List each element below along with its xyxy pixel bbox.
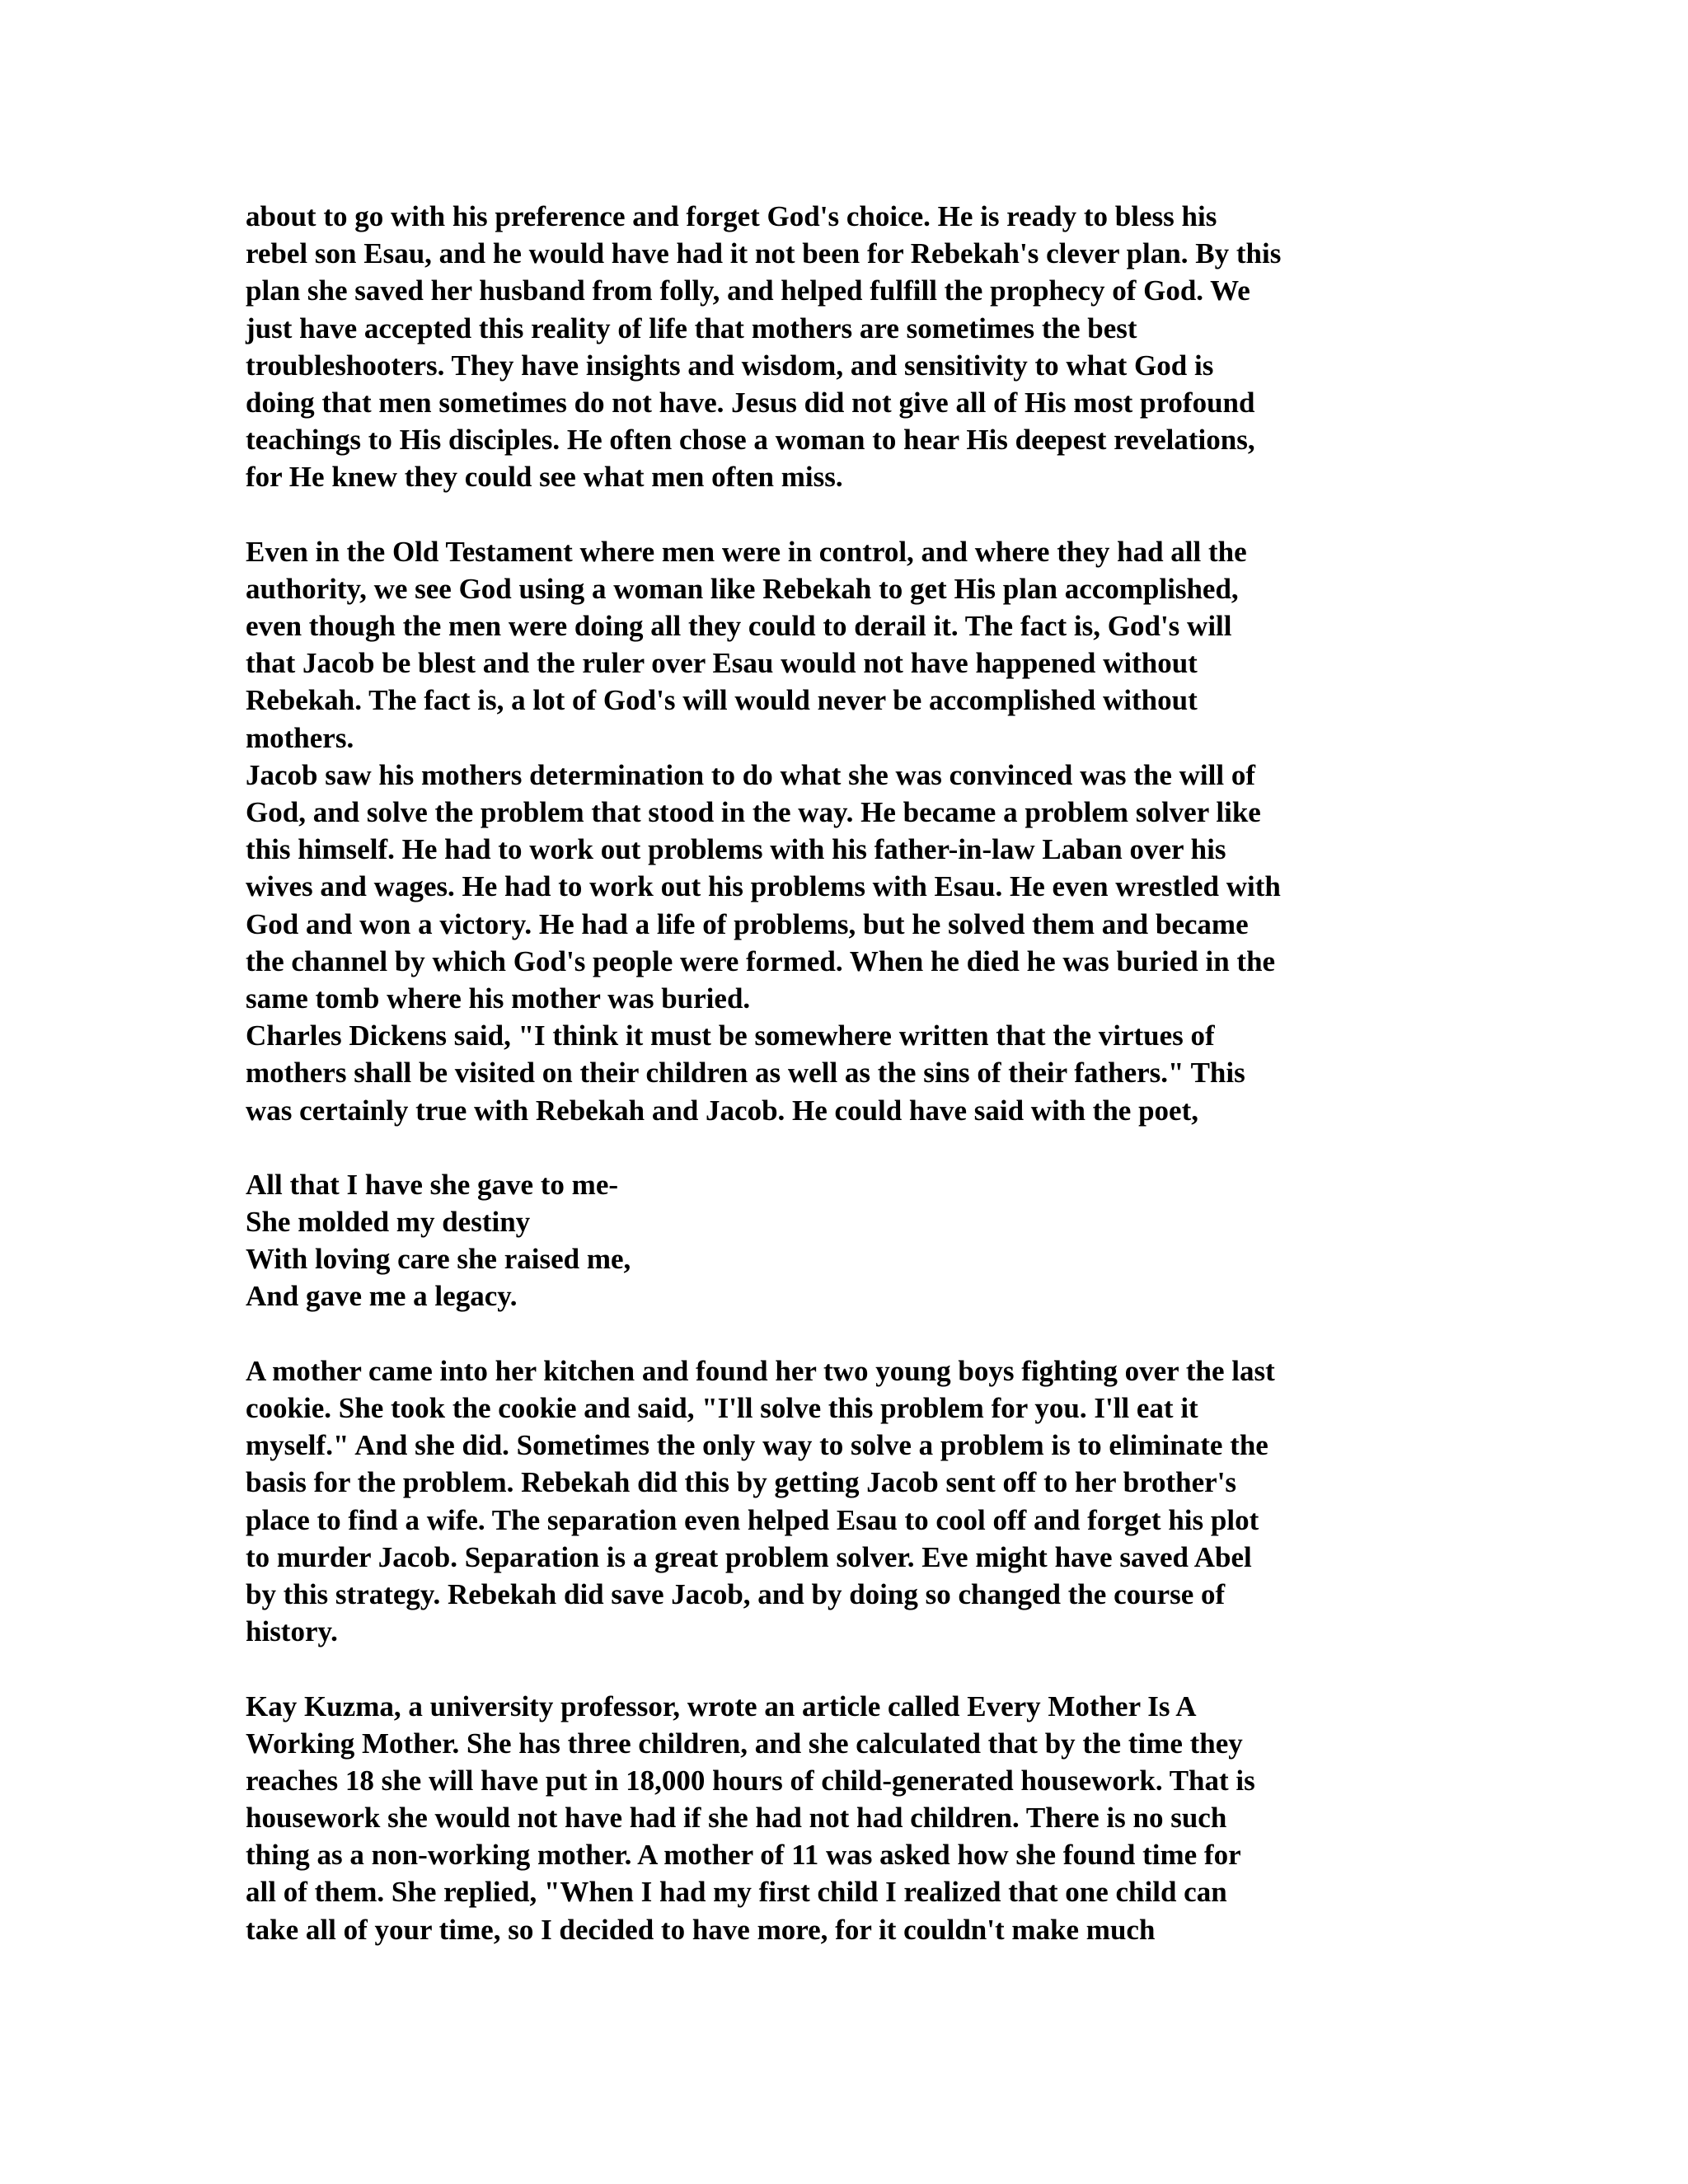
poem-line: And gave me a legacy. <box>246 1280 518 1313</box>
text-line: reaches 18 she will have put in 18,000 hours of child-generated housework. That is <box>246 1764 1255 1797</box>
poem-line: With loving care she raised me, <box>246 1243 631 1276</box>
text-line: rebel son Esau, and he would have had it not been for Rebekah's clever plan. By this <box>246 237 1282 270</box>
text-line: basis for the problem. Rebekah did this by getting Jacob sent off to her brother's <box>246 1466 1237 1499</box>
text-line: same tomb where his mother was buried. <box>246 982 751 1015</box>
text-line: teachings to His disciples. He often chose a woman to hear His deepest revelations, <box>246 424 1255 457</box>
text-line: authority, we see God using a woman like Rebekah to get His plan accomplished, <box>246 572 1239 605</box>
text-line: Even in the Old Testament where men were in control, and where they had all the <box>246 535 1247 568</box>
document-body <box>246 198 1457 1948</box>
paragraph <box>246 533 1457 1129</box>
text-line: all of them. She replied, "When I had my first child I realized that one child can <box>246 1876 1227 1909</box>
text-line: for He knew they could see what men often miss. <box>246 461 843 494</box>
text-line: thing as a non-working mother. A mother of 11 was asked how she found time for <box>246 1839 1241 1872</box>
text-line: mothers shall be visited on their children as well as the sins of their fathers." This <box>246 1057 1245 1090</box>
text-line: Kay Kuzma, a university professor, wrote an article called Every Mother Is A <box>246 1690 1197 1722</box>
paragraph-gap <box>246 496 1457 533</box>
text-line: just have accepted this reality of life that mothers are sometimes the best <box>246 312 1137 344</box>
text-line: even though the men were doing all they could to derail it. The fact is, God's will <box>246 610 1232 643</box>
text-line: cookie. She took the cookie and said, "I'll solve this problem for you. I'll eat it <box>246 1392 1198 1424</box>
text-line: was certainly true with Rebekah and Jacob. He could have said with the poet, <box>246 1094 1198 1127</box>
paragraph-gap <box>246 1129 1457 1166</box>
poem-stanza <box>246 1166 1457 1315</box>
text-line: doing that men sometimes do not have. Jesus did not give all of His most profound <box>246 386 1255 419</box>
text-line: mothers. <box>246 721 354 754</box>
text-line: about to go with his preference and forget God's choice. He is ready to bless his <box>246 200 1217 232</box>
text-line: myself." And she did. Sometimes the only way to solve a problem is to eliminate the <box>246 1429 1268 1462</box>
text-line: that Jacob be blest and the ruler over Esau would not have happened without <box>246 647 1198 680</box>
text-line: wives and wages. He had to work out his problems with Esau. He even wrestled with <box>246 870 1281 903</box>
text-line: God and won a victory. He had a life of problems, but he solved them and became <box>246 907 1249 940</box>
poem-line: All that I have she gave to me- <box>246 1168 619 1201</box>
text-line: place to find a wife. The separation even helped Esau to cool off and forget his plot <box>246 1503 1259 1536</box>
text-line: history. <box>246 1615 338 1648</box>
text-line: plan she saved her husband from folly, and helped fulfill the prophecy of God. We <box>246 274 1250 307</box>
poem-line: She molded my destiny <box>246 1206 531 1239</box>
text-line: Charles Dickens said, "I think it must be somewhere written that the virtues of <box>246 1019 1215 1052</box>
text-line: by this strategy. Rebekah did save Jacob, and by doing so changed the course of <box>246 1577 1226 1610</box>
paragraph <box>246 198 1457 496</box>
text-line: take all of your time, so I decided to have more, for it couldn't make much <box>246 1913 1156 1946</box>
text-line: this himself. He had to work out problems with his father-in-law Laban over his <box>246 833 1226 866</box>
text-line: Jacob saw his mothers determination to do what she was convinced was the will of <box>246 758 1255 791</box>
text-line: troubleshooters. They have insights and wisdom, and sensitivity to what God is <box>246 349 1214 382</box>
text-line: Working Mother. She has three children, and she calculated that by the time they <box>246 1727 1243 1760</box>
text-line: housework she would not have had if she had not had children. There is no such <box>246 1802 1227 1835</box>
paragraph <box>246 1688 1457 1948</box>
text-line: God, and solve the problem that stood in the way. He became a problem solver like <box>246 796 1261 828</box>
paragraph-gap <box>246 1315 1457 1352</box>
paragraph-gap <box>246 1650 1457 1687</box>
paragraph <box>246 1352 1457 1651</box>
text-line: the channel by which God's people were formed. When he died he was buried in the <box>246 944 1276 977</box>
text-line: A mother came into her kitchen and found her two young boys fighting over the last <box>246 1354 1275 1387</box>
text-line: to murder Jacob. Separation is a great problem solver. Eve might have saved Abel <box>246 1540 1252 1573</box>
text-line: Rebekah. The fact is, a lot of God's will would never be accomplished without <box>246 684 1198 717</box>
